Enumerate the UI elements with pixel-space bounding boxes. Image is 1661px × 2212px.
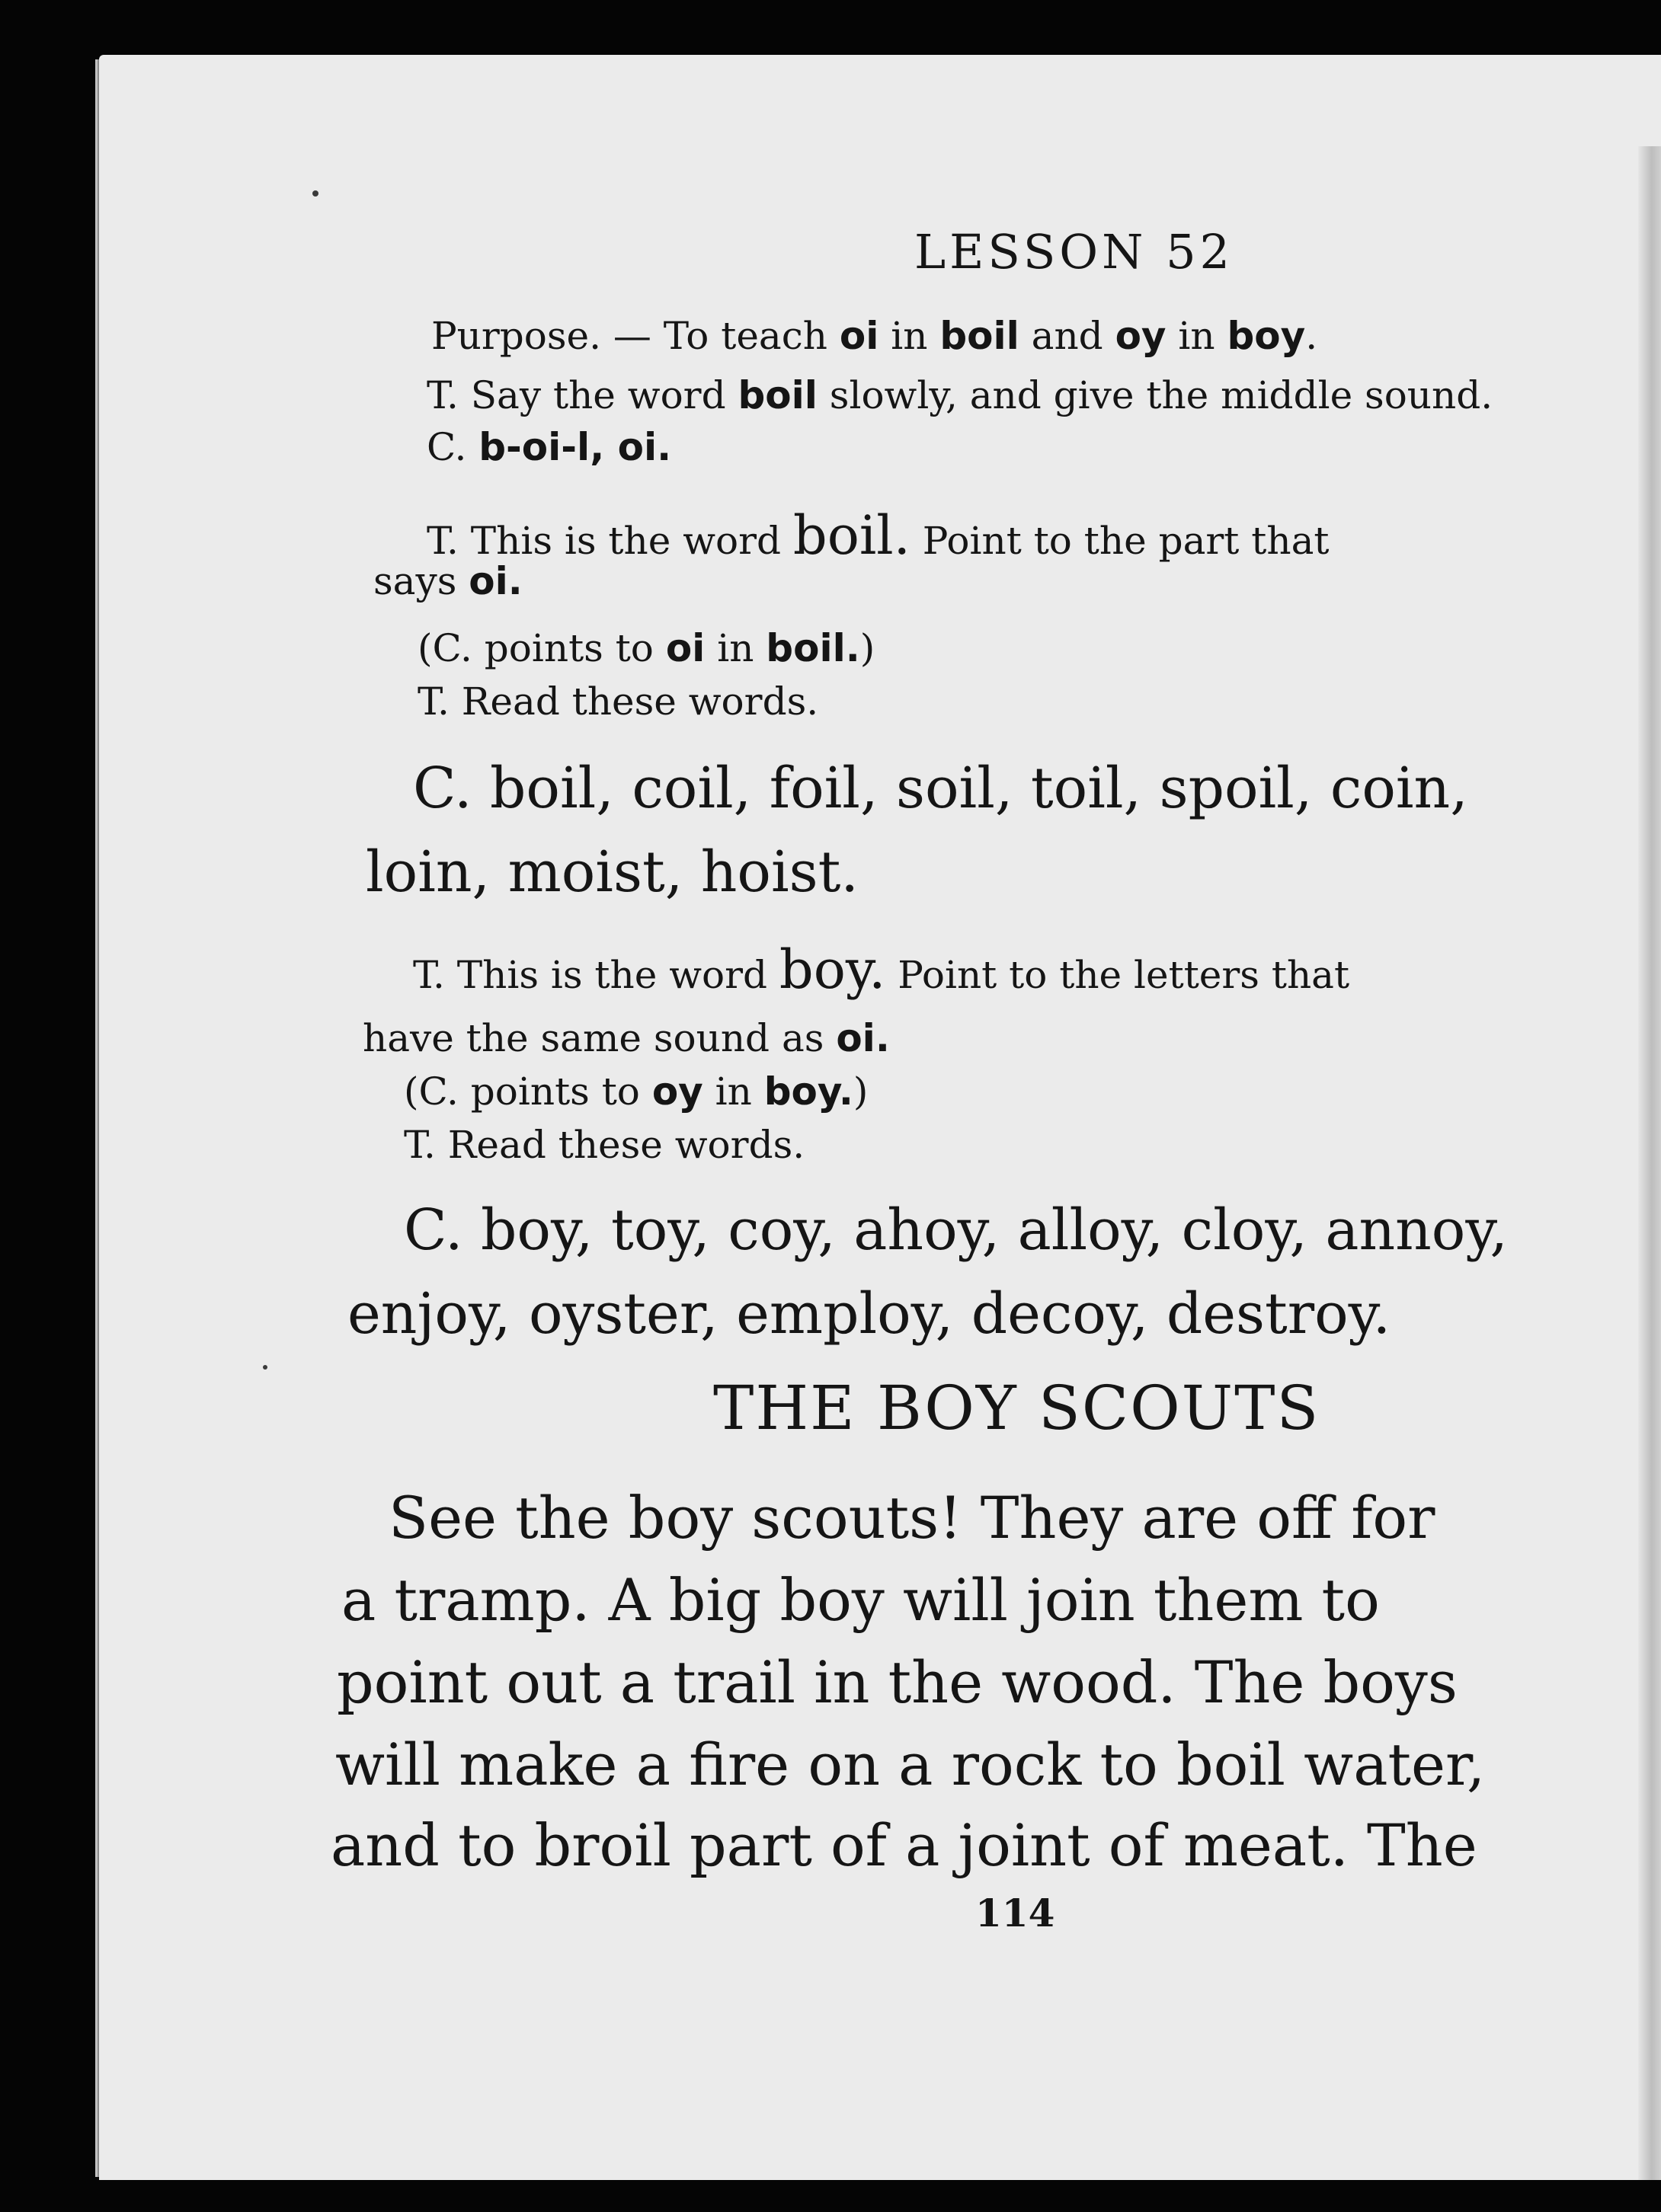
text: Point to the part that (910, 519, 1330, 563)
teacher-line-1 (427, 373, 1493, 417)
word-list-2-line-1: C. boy, toy, coy, ahoy, alloy, cloy, annoy, (404, 1197, 1508, 1263)
word-list-2-line-2: enjoy, oyster, employ, decoy, destroy. (347, 1281, 1391, 1347)
child-line-1 (427, 425, 671, 469)
text: slowly, and give the middle sound. (817, 373, 1493, 417)
text-bold: oi. (469, 559, 523, 603)
speck (263, 1365, 267, 1370)
text-bold: oi (839, 314, 879, 358)
text-bold: oy (1115, 314, 1167, 358)
text: ) (859, 626, 875, 670)
text: ) (853, 1069, 869, 1114)
text-bold: b-oi-l, oi. (478, 425, 672, 469)
text: T. This is the word (413, 953, 779, 997)
text: Purpose. — To teach (431, 314, 840, 358)
story-line-1: See the boy scouts! They are off for (389, 1484, 1435, 1552)
teacher-line-2b (373, 559, 523, 603)
page-content (99, 55, 1661, 2180)
text: . (1305, 314, 1318, 358)
story-line-5: and to broil part of a joint of meat. The (331, 1811, 1477, 1879)
teacher-line-2 (427, 504, 1329, 567)
text: C. (427, 425, 479, 469)
text-bold: oi (665, 626, 706, 670)
text: and (1019, 314, 1115, 358)
text: (C. points to (418, 626, 666, 670)
teacher-line-5: T. Read these words. (404, 1123, 805, 1167)
text-bold: boy (1227, 314, 1306, 358)
text: have the same sound as (363, 1016, 837, 1060)
story-line-4: will make a fire on a rock to boil water, (335, 1731, 1486, 1798)
text-bold: oi. (836, 1016, 890, 1060)
text: Point to the letters that (885, 953, 1350, 997)
word-list-1-line-2: loin, moist, hoist. (366, 839, 859, 905)
story-line-3: point out a trail in the wood. The boys (337, 1648, 1458, 1716)
purpose-line (431, 314, 1317, 358)
child-line-3 (404, 1069, 868, 1114)
teacher-line-4b (363, 1016, 890, 1060)
word-list-1-line-1: C. boil, coil, foil, soil, toil, spoil, coin, (413, 756, 1468, 821)
page-number: 114 (975, 1891, 1055, 1936)
text-bold: boil. (766, 626, 860, 670)
lesson-heading: LESSON 52 (914, 224, 1234, 280)
book-page (99, 55, 1661, 2180)
text: T. This is the word (427, 519, 793, 563)
text: in (702, 1069, 764, 1114)
text-bold: boy. (763, 1069, 853, 1114)
text-bold: boil (738, 373, 818, 417)
speck (312, 190, 318, 197)
text: says (373, 559, 469, 603)
text: (C. points to (404, 1069, 652, 1114)
text-bold: boil (939, 314, 1019, 358)
text-large: boil. (792, 504, 911, 567)
text: in (1166, 314, 1227, 358)
child-line-2 (418, 626, 875, 670)
story-title: THE BOY SCOUTS (713, 1373, 1320, 1443)
text: in (879, 314, 940, 358)
text: T. Say the word (427, 373, 738, 417)
teacher-line-3: T. Read these words. (418, 679, 819, 724)
text: in (705, 626, 766, 670)
text-bold: oy (651, 1069, 703, 1114)
teacher-line-4 (413, 938, 1349, 1001)
text-large: boy. (779, 938, 886, 1001)
story-line-2: a tramp. A big boy will join them to (341, 1566, 1380, 1634)
